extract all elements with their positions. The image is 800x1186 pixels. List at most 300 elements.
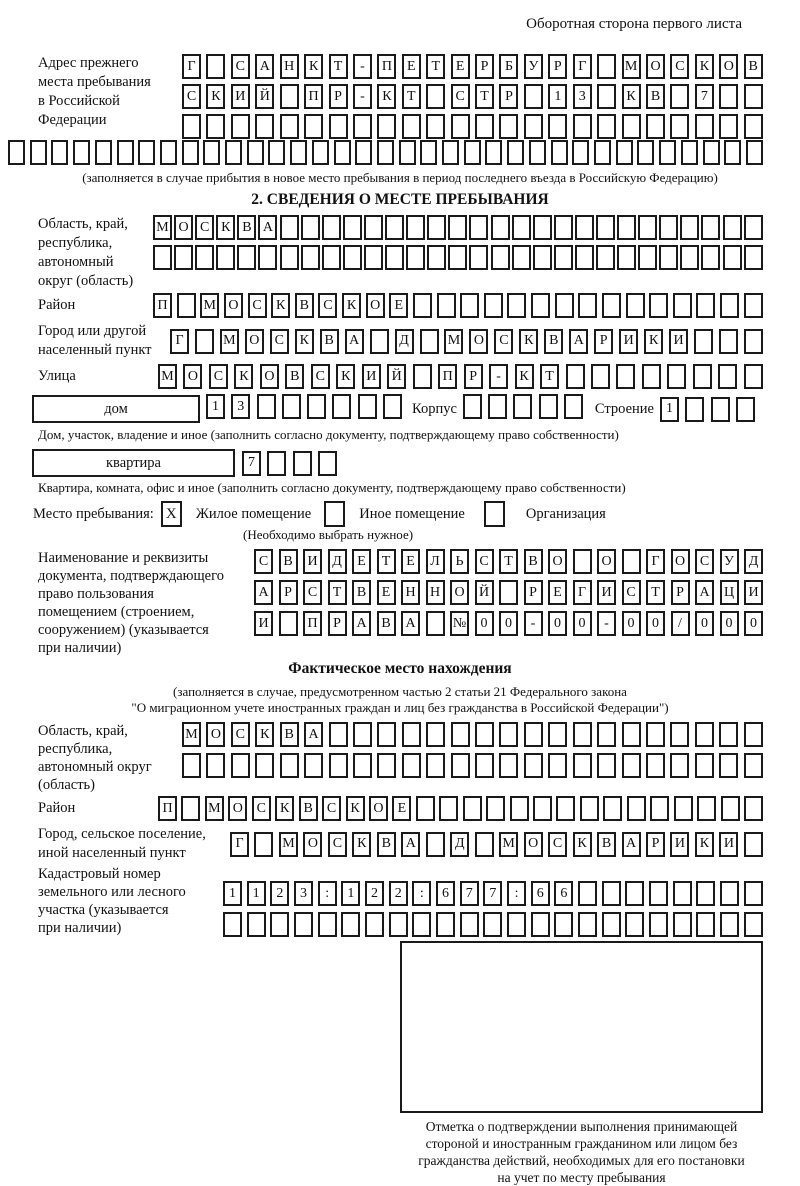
char-cell[interactable] bbox=[701, 245, 720, 270]
char-cell[interactable]: О bbox=[260, 364, 279, 389]
char-cell[interactable]: Б bbox=[499, 54, 518, 79]
char-cell[interactable]: М bbox=[279, 832, 298, 857]
char-cell[interactable] bbox=[95, 140, 112, 165]
char-cell[interactable]: К bbox=[352, 832, 371, 857]
char-cell[interactable]: А bbox=[255, 54, 274, 79]
char-cell[interactable] bbox=[426, 753, 445, 778]
char-cell[interactable] bbox=[512, 245, 531, 270]
char-cell[interactable] bbox=[282, 394, 301, 419]
char-cell[interactable] bbox=[529, 140, 546, 165]
char-cell[interactable]: Т bbox=[402, 84, 421, 109]
char-cell[interactable] bbox=[573, 722, 592, 747]
char-cell[interactable] bbox=[332, 394, 351, 419]
char-cell[interactable]: О bbox=[174, 215, 193, 240]
char-cell[interactable]: 0 bbox=[499, 611, 518, 636]
char-cell[interactable]: М bbox=[220, 329, 239, 354]
char-cell[interactable] bbox=[724, 140, 741, 165]
char-cell[interactable] bbox=[659, 140, 676, 165]
char-cell[interactable] bbox=[637, 140, 654, 165]
char-cell[interactable]: К bbox=[206, 84, 225, 109]
char-cell[interactable]: М bbox=[153, 215, 172, 240]
char-cell[interactable] bbox=[254, 832, 273, 857]
char-cell[interactable]: В bbox=[597, 832, 616, 857]
char-cell[interactable] bbox=[247, 140, 264, 165]
char-cell[interactable] bbox=[744, 722, 763, 747]
char-cell[interactable]: Н bbox=[426, 580, 445, 605]
char-cell[interactable]: И bbox=[597, 580, 616, 605]
char-cell[interactable] bbox=[475, 114, 494, 139]
char-cell[interactable]: Е bbox=[377, 580, 396, 605]
char-cell[interactable] bbox=[510, 796, 529, 821]
char-cell[interactable] bbox=[548, 753, 567, 778]
char-cell[interactable]: М bbox=[205, 796, 224, 821]
char-cell[interactable] bbox=[426, 832, 445, 857]
char-cell[interactable]: У bbox=[720, 549, 739, 574]
char-cell[interactable] bbox=[280, 114, 299, 139]
char-cell[interactable] bbox=[531, 912, 550, 937]
char-cell[interactable] bbox=[73, 140, 90, 165]
char-cell[interactable]: В bbox=[377, 611, 396, 636]
char-cell[interactable]: 0 bbox=[646, 611, 665, 636]
char-cell[interactable] bbox=[237, 245, 256, 270]
char-cell[interactable] bbox=[548, 114, 567, 139]
char-cell[interactable] bbox=[451, 722, 470, 747]
char-cell[interactable]: П bbox=[438, 364, 457, 389]
char-cell[interactable] bbox=[216, 245, 235, 270]
char-cell[interactable] bbox=[353, 114, 372, 139]
char-cell[interactable] bbox=[426, 84, 445, 109]
char-cell[interactable] bbox=[385, 215, 404, 240]
char-cell[interactable]: И bbox=[719, 832, 738, 857]
char-cell[interactable] bbox=[594, 140, 611, 165]
char-cell[interactable] bbox=[280, 753, 299, 778]
char-cell[interactable] bbox=[268, 140, 285, 165]
char-cell[interactable]: О bbox=[224, 293, 243, 318]
char-cell[interactable]: К bbox=[573, 832, 592, 857]
char-cell[interactable] bbox=[485, 140, 502, 165]
char-cell[interactable] bbox=[353, 722, 372, 747]
char-cell[interactable]: С bbox=[328, 832, 347, 857]
char-cell[interactable] bbox=[507, 293, 526, 318]
char-cell[interactable]: К bbox=[295, 329, 314, 354]
char-cell[interactable] bbox=[160, 140, 177, 165]
char-cell[interactable] bbox=[572, 140, 589, 165]
char-cell[interactable] bbox=[578, 881, 597, 906]
char-cell[interactable] bbox=[307, 394, 326, 419]
char-cell[interactable]: С bbox=[622, 580, 641, 605]
char-cell[interactable] bbox=[533, 215, 552, 240]
char-cell[interactable]: В bbox=[279, 549, 298, 574]
char-cell[interactable] bbox=[622, 114, 641, 139]
char-cell[interactable] bbox=[451, 114, 470, 139]
char-cell[interactable] bbox=[695, 114, 714, 139]
char-cell[interactable]: К bbox=[519, 329, 538, 354]
char-cell[interactable] bbox=[573, 753, 592, 778]
char-cell[interactable] bbox=[720, 881, 739, 906]
char-cell[interactable]: П bbox=[158, 796, 177, 821]
char-cell[interactable]: И bbox=[744, 580, 763, 605]
char-cell[interactable] bbox=[638, 245, 657, 270]
char-cell[interactable] bbox=[402, 753, 421, 778]
char-cell[interactable]: И bbox=[670, 832, 689, 857]
char-cell[interactable] bbox=[554, 912, 573, 937]
char-cell[interactable]: О bbox=[524, 832, 543, 857]
char-cell[interactable] bbox=[460, 293, 479, 318]
char-cell[interactable]: С bbox=[231, 722, 250, 747]
char-cell[interactable] bbox=[649, 293, 668, 318]
char-cell[interactable] bbox=[694, 329, 713, 354]
char-cell[interactable]: Г bbox=[573, 54, 592, 79]
char-cell[interactable] bbox=[280, 245, 299, 270]
char-cell[interactable] bbox=[329, 114, 348, 139]
char-cell[interactable]: Т bbox=[646, 580, 665, 605]
char-cell[interactable] bbox=[182, 753, 201, 778]
char-cell[interactable] bbox=[413, 293, 432, 318]
char-cell[interactable] bbox=[680, 215, 699, 240]
char-cell[interactable] bbox=[719, 753, 738, 778]
char-cell[interactable]: - bbox=[524, 611, 543, 636]
dwelling-checkbox[interactable]: X bbox=[161, 501, 182, 527]
char-cell[interactable] bbox=[343, 245, 362, 270]
char-cell[interactable]: В bbox=[299, 796, 318, 821]
char-cell[interactable]: О bbox=[303, 832, 322, 857]
char-cell[interactable]: К bbox=[255, 722, 274, 747]
char-cell[interactable] bbox=[304, 753, 323, 778]
organization-checkbox[interactable] bbox=[484, 501, 505, 527]
char-cell[interactable] bbox=[451, 753, 470, 778]
char-cell[interactable] bbox=[358, 394, 377, 419]
char-cell[interactable] bbox=[402, 722, 421, 747]
char-cell[interactable] bbox=[475, 753, 494, 778]
char-cell[interactable] bbox=[301, 245, 320, 270]
char-cell[interactable] bbox=[231, 753, 250, 778]
char-cell[interactable] bbox=[426, 114, 445, 139]
char-cell[interactable] bbox=[499, 753, 518, 778]
char-cell[interactable] bbox=[578, 912, 597, 937]
char-cell[interactable]: - bbox=[489, 364, 508, 389]
char-cell[interactable]: Д bbox=[395, 329, 414, 354]
char-cell[interactable] bbox=[377, 114, 396, 139]
char-cell[interactable]: М bbox=[622, 54, 641, 79]
char-cell[interactable] bbox=[591, 364, 610, 389]
char-cell[interactable] bbox=[659, 215, 678, 240]
char-cell[interactable]: С bbox=[209, 364, 228, 389]
char-cell[interactable]: Т bbox=[328, 580, 347, 605]
char-cell[interactable]: 6 bbox=[554, 881, 573, 906]
char-cell[interactable] bbox=[206, 54, 225, 79]
char-cell[interactable] bbox=[638, 215, 657, 240]
char-cell[interactable]: Е bbox=[352, 549, 371, 574]
char-cell[interactable]: К bbox=[336, 364, 355, 389]
char-cell[interactable] bbox=[385, 245, 404, 270]
char-cell[interactable]: С bbox=[248, 293, 267, 318]
char-cell[interactable]: Г bbox=[573, 580, 592, 605]
char-cell[interactable] bbox=[469, 245, 488, 270]
char-cell[interactable] bbox=[602, 881, 621, 906]
char-cell[interactable]: С bbox=[270, 329, 289, 354]
char-cell[interactable]: 7 bbox=[242, 451, 261, 476]
char-cell[interactable] bbox=[499, 580, 518, 605]
char-cell[interactable] bbox=[670, 722, 689, 747]
char-cell[interactable] bbox=[117, 140, 134, 165]
char-cell[interactable]: Н bbox=[401, 580, 420, 605]
char-cell[interactable] bbox=[667, 364, 686, 389]
char-cell[interactable] bbox=[280, 215, 299, 240]
char-cell[interactable]: С bbox=[231, 54, 250, 79]
char-cell[interactable]: С bbox=[548, 832, 567, 857]
char-cell[interactable] bbox=[512, 215, 531, 240]
char-cell[interactable]: - bbox=[353, 84, 372, 109]
char-cell[interactable] bbox=[464, 140, 481, 165]
char-cell[interactable]: 1 bbox=[660, 397, 679, 422]
char-cell[interactable]: 0 bbox=[744, 611, 763, 636]
char-cell[interactable] bbox=[649, 881, 668, 906]
char-cell[interactable]: : bbox=[412, 881, 431, 906]
char-cell[interactable] bbox=[364, 215, 383, 240]
char-cell[interactable] bbox=[719, 329, 738, 354]
char-cell[interactable]: М bbox=[444, 329, 463, 354]
char-cell[interactable] bbox=[353, 753, 372, 778]
char-cell[interactable] bbox=[255, 114, 274, 139]
char-cell[interactable] bbox=[279, 611, 298, 636]
char-cell[interactable]: Г bbox=[182, 54, 201, 79]
char-cell[interactable]: М bbox=[182, 722, 201, 747]
char-cell[interactable] bbox=[744, 84, 763, 109]
char-cell[interactable] bbox=[539, 394, 558, 419]
char-cell[interactable] bbox=[460, 912, 479, 937]
char-cell[interactable]: Р bbox=[671, 580, 690, 605]
char-cell[interactable]: К bbox=[234, 364, 253, 389]
char-cell[interactable]: Р bbox=[279, 580, 298, 605]
char-cell[interactable] bbox=[293, 451, 312, 476]
char-cell[interactable] bbox=[420, 140, 437, 165]
char-cell[interactable] bbox=[625, 912, 644, 937]
char-cell[interactable]: А bbox=[258, 215, 277, 240]
char-cell[interactable] bbox=[469, 215, 488, 240]
char-cell[interactable]: Е bbox=[389, 293, 408, 318]
char-cell[interactable] bbox=[383, 394, 402, 419]
char-cell[interactable]: Н bbox=[280, 54, 299, 79]
char-cell[interactable] bbox=[649, 912, 668, 937]
char-cell[interactable] bbox=[312, 140, 329, 165]
char-cell[interactable] bbox=[533, 796, 552, 821]
char-cell[interactable]: Р bbox=[475, 54, 494, 79]
char-cell[interactable]: 2 bbox=[365, 881, 384, 906]
char-cell[interactable]: И bbox=[231, 84, 250, 109]
char-cell[interactable]: Р bbox=[329, 84, 348, 109]
char-cell[interactable]: С bbox=[494, 329, 513, 354]
char-cell[interactable] bbox=[578, 293, 597, 318]
char-cell[interactable]: О bbox=[183, 364, 202, 389]
char-cell[interactable]: И bbox=[362, 364, 381, 389]
char-cell[interactable]: В bbox=[320, 329, 339, 354]
char-cell[interactable] bbox=[486, 796, 505, 821]
char-cell[interactable] bbox=[673, 912, 692, 937]
char-cell[interactable] bbox=[622, 753, 641, 778]
char-cell[interactable]: П bbox=[303, 611, 322, 636]
char-cell[interactable] bbox=[627, 796, 646, 821]
char-cell[interactable] bbox=[257, 394, 276, 419]
char-cell[interactable] bbox=[646, 753, 665, 778]
char-cell[interactable]: Р bbox=[594, 329, 613, 354]
char-cell[interactable]: О bbox=[245, 329, 264, 354]
char-cell[interactable] bbox=[153, 245, 172, 270]
char-cell[interactable] bbox=[524, 722, 543, 747]
char-cell[interactable]: Е bbox=[402, 54, 421, 79]
char-cell[interactable] bbox=[554, 215, 573, 240]
char-cell[interactable] bbox=[721, 796, 740, 821]
char-cell[interactable]: В bbox=[285, 364, 304, 389]
char-cell[interactable]: И bbox=[669, 329, 688, 354]
char-cell[interactable]: Т bbox=[426, 54, 445, 79]
char-cell[interactable]: А bbox=[304, 722, 323, 747]
char-cell[interactable] bbox=[744, 245, 763, 270]
char-cell[interactable] bbox=[695, 753, 714, 778]
char-cell[interactable]: М bbox=[499, 832, 518, 857]
char-cell[interactable]: Г bbox=[646, 549, 665, 574]
char-cell[interactable]: К bbox=[275, 796, 294, 821]
char-cell[interactable] bbox=[723, 245, 742, 270]
char-cell[interactable] bbox=[719, 84, 738, 109]
char-cell[interactable] bbox=[746, 140, 763, 165]
char-cell[interactable]: К bbox=[271, 293, 290, 318]
char-cell[interactable] bbox=[555, 293, 574, 318]
char-cell[interactable]: С bbox=[695, 549, 714, 574]
char-cell[interactable]: В bbox=[280, 722, 299, 747]
char-cell[interactable]: М bbox=[158, 364, 177, 389]
char-cell[interactable] bbox=[329, 753, 348, 778]
char-cell[interactable] bbox=[448, 245, 467, 270]
char-cell[interactable] bbox=[463, 796, 482, 821]
char-cell[interactable]: А bbox=[401, 832, 420, 857]
char-cell[interactable] bbox=[484, 293, 503, 318]
char-cell[interactable]: О bbox=[366, 293, 385, 318]
char-cell[interactable] bbox=[674, 796, 693, 821]
char-cell[interactable] bbox=[290, 140, 307, 165]
char-cell[interactable] bbox=[181, 796, 200, 821]
char-cell[interactable]: Д bbox=[450, 832, 469, 857]
char-cell[interactable] bbox=[626, 293, 645, 318]
char-cell[interactable]: Е bbox=[392, 796, 411, 821]
char-cell[interactable] bbox=[533, 245, 552, 270]
char-cell[interactable]: И bbox=[303, 549, 322, 574]
char-cell[interactable] bbox=[426, 611, 445, 636]
char-cell[interactable]: К bbox=[644, 329, 663, 354]
char-cell[interactable]: Г bbox=[170, 329, 189, 354]
char-cell[interactable]: Г bbox=[230, 832, 249, 857]
char-cell[interactable] bbox=[436, 912, 455, 937]
char-cell[interactable]: О bbox=[450, 580, 469, 605]
other-premises-checkbox[interactable] bbox=[324, 501, 345, 527]
char-cell[interactable] bbox=[720, 293, 739, 318]
char-cell[interactable] bbox=[427, 215, 446, 240]
char-cell[interactable]: А bbox=[622, 832, 641, 857]
char-cell[interactable]: Т bbox=[329, 54, 348, 79]
char-cell[interactable] bbox=[8, 140, 25, 165]
char-cell[interactable]: Р bbox=[499, 84, 518, 109]
char-cell[interactable]: П bbox=[304, 84, 323, 109]
char-cell[interactable] bbox=[174, 245, 193, 270]
char-cell[interactable] bbox=[483, 912, 502, 937]
char-cell[interactable] bbox=[413, 364, 432, 389]
char-cell[interactable] bbox=[270, 912, 289, 937]
char-cell[interactable] bbox=[597, 114, 616, 139]
char-cell[interactable] bbox=[427, 245, 446, 270]
char-cell[interactable] bbox=[659, 245, 678, 270]
char-cell[interactable]: Т bbox=[475, 84, 494, 109]
char-cell[interactable]: В bbox=[295, 293, 314, 318]
char-cell[interactable] bbox=[301, 215, 320, 240]
char-cell[interactable] bbox=[575, 215, 594, 240]
char-cell[interactable]: 1 bbox=[206, 394, 225, 419]
char-cell[interactable] bbox=[343, 215, 362, 240]
char-cell[interactable]: А bbox=[569, 329, 588, 354]
char-cell[interactable] bbox=[420, 329, 439, 354]
char-cell[interactable]: А bbox=[352, 611, 371, 636]
char-cell[interactable] bbox=[439, 796, 458, 821]
char-cell[interactable] bbox=[696, 881, 715, 906]
char-cell[interactable] bbox=[575, 245, 594, 270]
char-cell[interactable]: С bbox=[451, 84, 470, 109]
char-cell[interactable] bbox=[225, 140, 242, 165]
char-cell[interactable] bbox=[597, 54, 616, 79]
char-cell[interactable]: А bbox=[695, 580, 714, 605]
char-cell[interactable] bbox=[402, 114, 421, 139]
char-cell[interactable]: С bbox=[318, 293, 337, 318]
char-cell[interactable]: С bbox=[182, 84, 201, 109]
char-cell[interactable] bbox=[475, 832, 494, 857]
char-cell[interactable] bbox=[267, 451, 286, 476]
char-cell[interactable] bbox=[491, 245, 510, 270]
char-cell[interactable] bbox=[650, 796, 669, 821]
char-cell[interactable]: К bbox=[515, 364, 534, 389]
char-cell[interactable] bbox=[642, 364, 661, 389]
char-cell[interactable]: Ь bbox=[450, 549, 469, 574]
char-cell[interactable] bbox=[685, 397, 704, 422]
char-cell[interactable] bbox=[513, 394, 532, 419]
char-cell[interactable] bbox=[696, 293, 715, 318]
char-cell[interactable]: В bbox=[544, 329, 563, 354]
char-cell[interactable] bbox=[448, 215, 467, 240]
char-cell[interactable]: В bbox=[646, 84, 665, 109]
char-cell[interactable] bbox=[377, 722, 396, 747]
char-cell[interactable] bbox=[693, 364, 712, 389]
char-cell[interactable] bbox=[744, 912, 763, 937]
char-cell[interactable]: / bbox=[671, 611, 690, 636]
char-cell[interactable] bbox=[499, 114, 518, 139]
char-cell[interactable]: С bbox=[195, 215, 214, 240]
char-cell[interactable] bbox=[744, 753, 763, 778]
char-cell[interactable] bbox=[711, 397, 730, 422]
char-cell[interactable]: С bbox=[670, 54, 689, 79]
char-cell[interactable] bbox=[182, 114, 201, 139]
char-cell[interactable]: А bbox=[345, 329, 364, 354]
char-cell[interactable]: О bbox=[548, 549, 567, 574]
char-cell[interactable] bbox=[646, 722, 665, 747]
char-cell[interactable]: Ц bbox=[720, 580, 739, 605]
char-cell[interactable] bbox=[617, 215, 636, 240]
char-cell[interactable]: 7 bbox=[695, 84, 714, 109]
char-cell[interactable] bbox=[195, 329, 214, 354]
char-cell[interactable] bbox=[597, 722, 616, 747]
char-cell[interactable] bbox=[203, 140, 220, 165]
char-cell[interactable] bbox=[280, 84, 299, 109]
char-cell[interactable]: В bbox=[352, 580, 371, 605]
char-cell[interactable] bbox=[138, 140, 155, 165]
char-cell[interactable]: К bbox=[695, 832, 714, 857]
char-cell[interactable]: 1 bbox=[223, 881, 242, 906]
char-cell[interactable] bbox=[206, 114, 225, 139]
